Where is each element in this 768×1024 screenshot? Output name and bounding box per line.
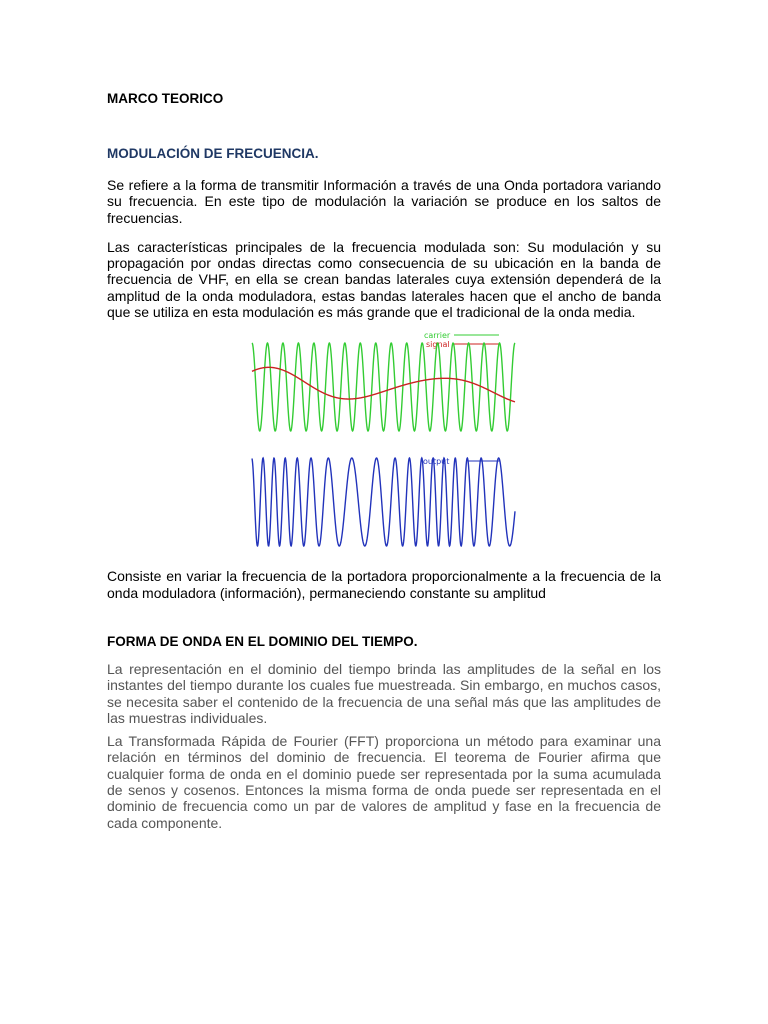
time-paragraph-1: La representación en el dominio del tiempo brinda las amplitudes de la señal en los instantes del tiempo durante los cuales fue muestreada. Sin embargo, en muchos casos, se necesita saber el contenido de la frecuencia de una señal más que las amplitudes de las muestras individuales. [107, 660, 661, 726]
legend-carrier-label: carrier [424, 331, 451, 341]
time-paragraph-2: La Transformada Rápida de Fourier (FFT) proporciona un método para examinar una relación en términos del dominio de frecuencia. El teorema de Fourier afirma que cualquier forma de onda en el dominio puede ser representada por la suma acumulada de senos y cosenos. Entonces la misma forma de onda puede ser representada en el dominio de frecuencia como un par de valores de amplitud y fase en la frecuencia de cada componente. [107, 733, 661, 831]
fm-paragraph-3: Consiste en variar la frecuencia de la portadora proporcionalmente a la frecuencia de la onda moduladora (información), permaneciendo constante su amplitud [107, 568, 661, 601]
fm-heading: MODULACIÓN DE FRECUENCIA. [107, 146, 319, 161]
time-domain-heading: FORMA DE ONDA EN EL DOMINIO DEL TIEMPO. [107, 633, 418, 649]
legend-signal-label: signal [426, 340, 450, 350]
fm-waveform-figure [107, 328, 661, 558]
marco-teorico-heading: MARCO TEORICO [107, 91, 224, 106]
carrier-wave [252, 343, 515, 431]
legend-output-label: output [423, 457, 450, 467]
waveform-image [107, 328, 661, 558]
fm-paragraph-2: Las características principales de la frecuencia modulada son: Su modulación y su propagación por ondas directas como consecuencia de su ubicación en la banda de frecuencia de VHF, en ella se crean bandas laterales cuya extensión dependerá de la amplitud de la onda moduladora, estas bandas laterales hacen que el ancho de banda que se utiliza en esta modulación es más grande que el tradicional de la onda media. [107, 238, 661, 321]
signal-wave [252, 368, 515, 403]
output-wave [252, 458, 515, 546]
document-page [107, 90, 661, 831]
fm-paragraph-1: Se refiere a la forma de transmitir Información a través de una Onda portadora variando su frecuencia. En este tipo de modulación la variación se produce en los saltos de frecuencias. [107, 177, 661, 226]
